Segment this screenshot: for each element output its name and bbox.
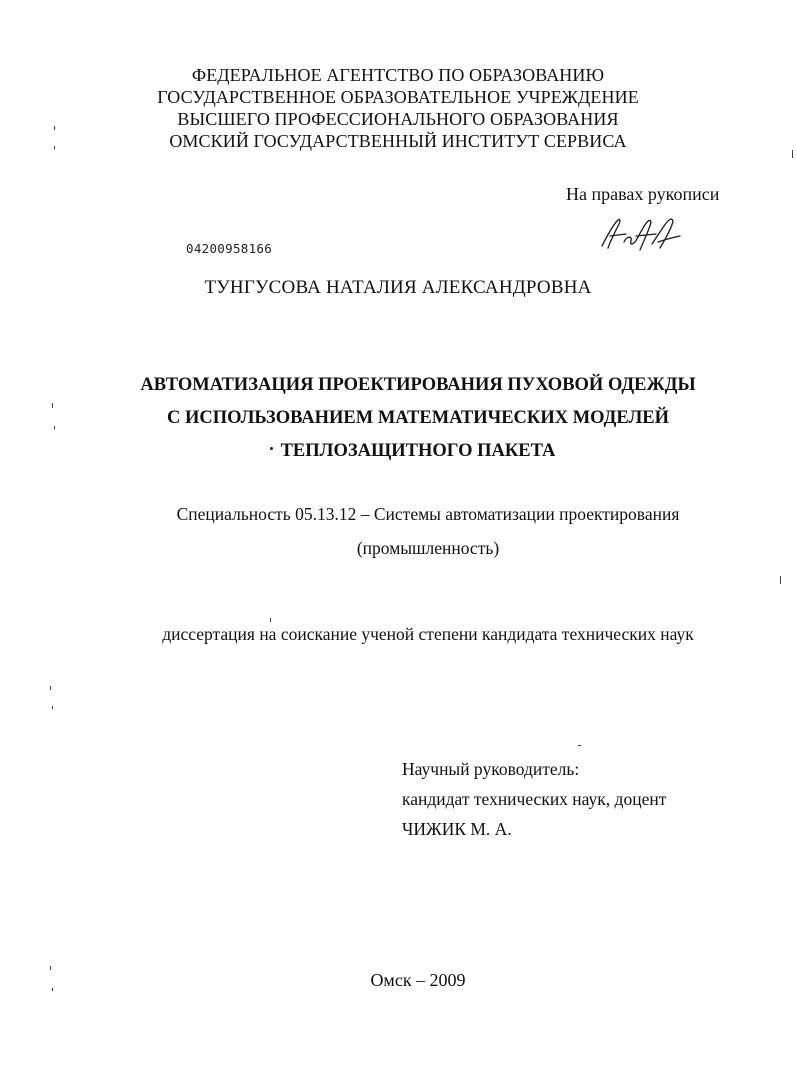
title-line-2: С ИСПОЛЬЗОВАНИЕМ МАТЕМАТИЧЕСКИХ МОДЕЛЕЙ: [167, 408, 669, 428]
scan-speck: [54, 126, 55, 130]
org-line-4: ОМСКИЙ ГОСУДАРСТВЕННЫЙ ИНСТИТУТ СЕРВИСА: [169, 131, 627, 151]
scan-speck: [54, 146, 55, 149]
org-line-3: ВЫСШЕГО ПРОФЕССИОНАЛЬНОГО ОБРАЗОВАНИЯ: [177, 109, 619, 129]
degree-statement: диссертация на соискание ученой степени кандидата технических наук: [162, 624, 694, 644]
org-line-2: ГОСУДАРСТВЕННОЕ ОБРАЗОВАТЕЛЬНОЕ УЧРЕЖДЕНИЕ: [157, 87, 639, 107]
supervisor-block: [402, 754, 666, 844]
library-stamp-number: 04200958166: [186, 241, 273, 256]
supervisor-rank: кандидат технических наук, доцент: [402, 789, 667, 809]
supervisor-name: ЧИЖИК М. А.: [402, 819, 512, 839]
scan-speck: [52, 706, 53, 709]
specialty: [0, 497, 796, 565]
scan-speck: [792, 150, 793, 158]
supervisor-label: Научный руководитель:: [402, 759, 580, 779]
scan-speck: [50, 966, 51, 970]
scan-speck: [52, 403, 53, 408]
handwritten-signature: [596, 212, 688, 256]
specialty-line-2: (промышленность): [356, 538, 500, 558]
scan-speck: [54, 426, 55, 429]
author-name: ТУНГУСОВА НАТАЛИЯ АЛЕКСАНДРОВНА: [204, 277, 592, 298]
title-line-3: ТЕПЛОЗАЩИТНОГО ПАКЕТА: [280, 441, 556, 461]
organization-header: [0, 64, 796, 152]
title-line-1: АВТОМАТИЗАЦИЯ ПРОЕКТИРОВАНИЯ ПУХОВОЙ ОДЕЖДЫ: [140, 375, 696, 395]
specialty-line-1: Специальность 05.13.12 – Системы автоматизации проектирования: [176, 504, 680, 524]
scan-speck: [578, 745, 581, 746]
scan-dot: [270, 447, 273, 450]
city-year: Омск – 2009: [370, 970, 466, 990]
scan-speck: [270, 618, 271, 622]
scan-speck: [50, 686, 51, 690]
scan-speck: [52, 988, 53, 991]
rights-note: На правах рукописи: [566, 184, 720, 204]
dissertation-title: [0, 369, 796, 468]
org-line-1: ФЕДЕРАЛЬНОЕ АГЕНТСТВО ПО ОБРАЗОВАНИЮ: [191, 65, 605, 85]
scan-speck: [780, 576, 781, 584]
